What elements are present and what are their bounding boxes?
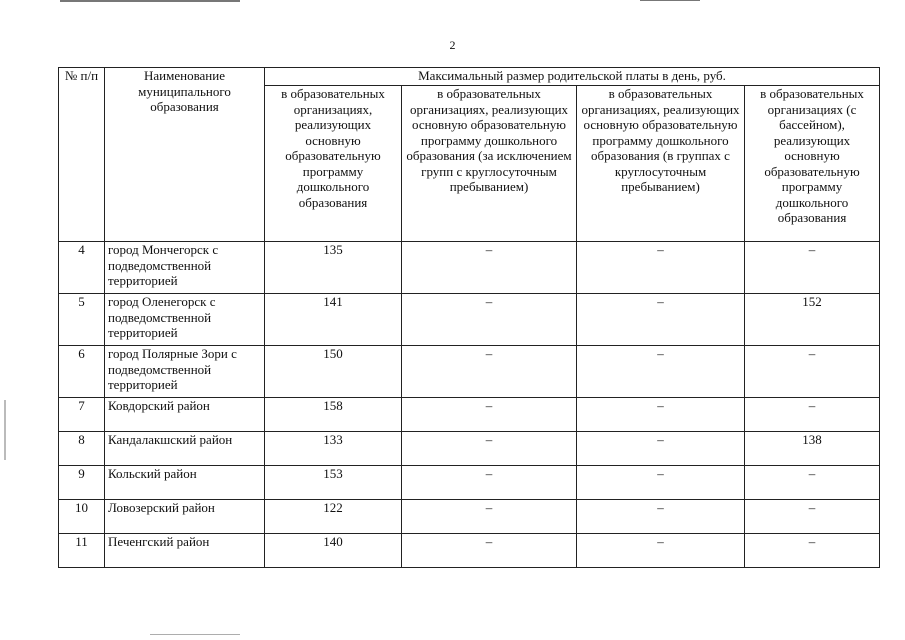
row-number: 9: [59, 466, 105, 500]
municipality-name: Ловозерский район: [105, 500, 265, 534]
subheader-round-the-clock: в образовательных организациях, реализующих основную образовательную программу дошкольного образования (в группах с круглосуточным пребыванием): [577, 86, 745, 242]
fee-general: 158: [265, 398, 402, 432]
municipality-name: город Полярные Зори с подведомственной территорией: [105, 346, 265, 398]
fee-with-pool: 138: [745, 432, 880, 466]
fee-round-the-clock: –: [577, 346, 745, 398]
fee-with-pool: –: [745, 346, 880, 398]
row-number: 6: [59, 346, 105, 398]
row-number: 11: [59, 534, 105, 568]
fee-non-round-the-clock: –: [402, 242, 577, 294]
table-row: [59, 500, 880, 534]
fee-general: 140: [265, 534, 402, 568]
row-number: 4: [59, 242, 105, 294]
fee-round-the-clock: –: [577, 242, 745, 294]
fee-general: 122: [265, 500, 402, 534]
fee-general: 141: [265, 294, 402, 346]
fee-round-the-clock: –: [577, 398, 745, 432]
fee-with-pool: –: [745, 534, 880, 568]
row-number: 8: [59, 432, 105, 466]
scan-artifact-bottom: [150, 634, 240, 635]
fee-with-pool: –: [745, 500, 880, 534]
fee-round-the-clock: –: [577, 466, 745, 500]
subheader-with-pool: в образовательных организациях (с бассейном), реализующих основную образовательную программу дошкольного образования: [745, 86, 880, 242]
fee-general: 150: [265, 346, 402, 398]
fee-non-round-the-clock: –: [402, 294, 577, 346]
scan-artifact-top: [60, 0, 240, 2]
fee-general: 135: [265, 242, 402, 294]
row-number: 10: [59, 500, 105, 534]
fee-with-pool: –: [745, 398, 880, 432]
fee-group-header: Максимальный размер родительской платы в день, руб.: [265, 68, 880, 86]
fee-non-round-the-clock: –: [402, 432, 577, 466]
table-row: [59, 242, 880, 294]
table-row: [59, 466, 880, 500]
fee-non-round-the-clock: –: [402, 346, 577, 398]
municipality-name: город Оленегорск с подведомственной территорией: [105, 294, 265, 346]
row-number: 7: [59, 398, 105, 432]
scan-artifact-left: [4, 400, 6, 460]
fee-non-round-the-clock: –: [402, 466, 577, 500]
fee-non-round-the-clock: –: [402, 500, 577, 534]
table-row: [59, 534, 880, 568]
fee-round-the-clock: –: [577, 534, 745, 568]
table-row: [59, 398, 880, 432]
municipality-name: Печенгский район: [105, 534, 265, 568]
fee-with-pool: 152: [745, 294, 880, 346]
fee-round-the-clock: –: [577, 500, 745, 534]
fee-general: 133: [265, 432, 402, 466]
municipality-name: город Мончегорск с подведомственной территорией: [105, 242, 265, 294]
parental-fee-table: [58, 67, 880, 568]
fee-with-pool: –: [745, 466, 880, 500]
table-row: [59, 294, 880, 346]
subheader-non-round-the-clock: в образовательных организациях, реализующих основную образовательную программу дошкольного образования (за исключением групп с круглосуточным пребыванием): [402, 86, 577, 242]
municipality-name: Кандалакшский район: [105, 432, 265, 466]
fee-general: 153: [265, 466, 402, 500]
fee-round-the-clock: –: [577, 432, 745, 466]
fee-non-round-the-clock: –: [402, 534, 577, 568]
table-row: [59, 346, 880, 398]
page-number: 2: [449, 38, 456, 52]
subheader-general: в образовательных организациях, реализующих основную образовательную программу дошкольного образования: [265, 86, 402, 242]
municipality-name: Ковдорский район: [105, 398, 265, 432]
fee-with-pool: –: [745, 242, 880, 294]
fee-non-round-the-clock: –: [402, 398, 577, 432]
header-row-top: [59, 68, 880, 86]
name-column-header: Наименование муниципального образования: [105, 68, 265, 242]
row-number: 5: [59, 294, 105, 346]
fee-round-the-clock: –: [577, 294, 745, 346]
scan-artifact-top-right: [640, 0, 700, 1]
number-column-header: № п/п: [59, 68, 105, 242]
table-row: [59, 432, 880, 466]
municipality-name: Кольский район: [105, 466, 265, 500]
